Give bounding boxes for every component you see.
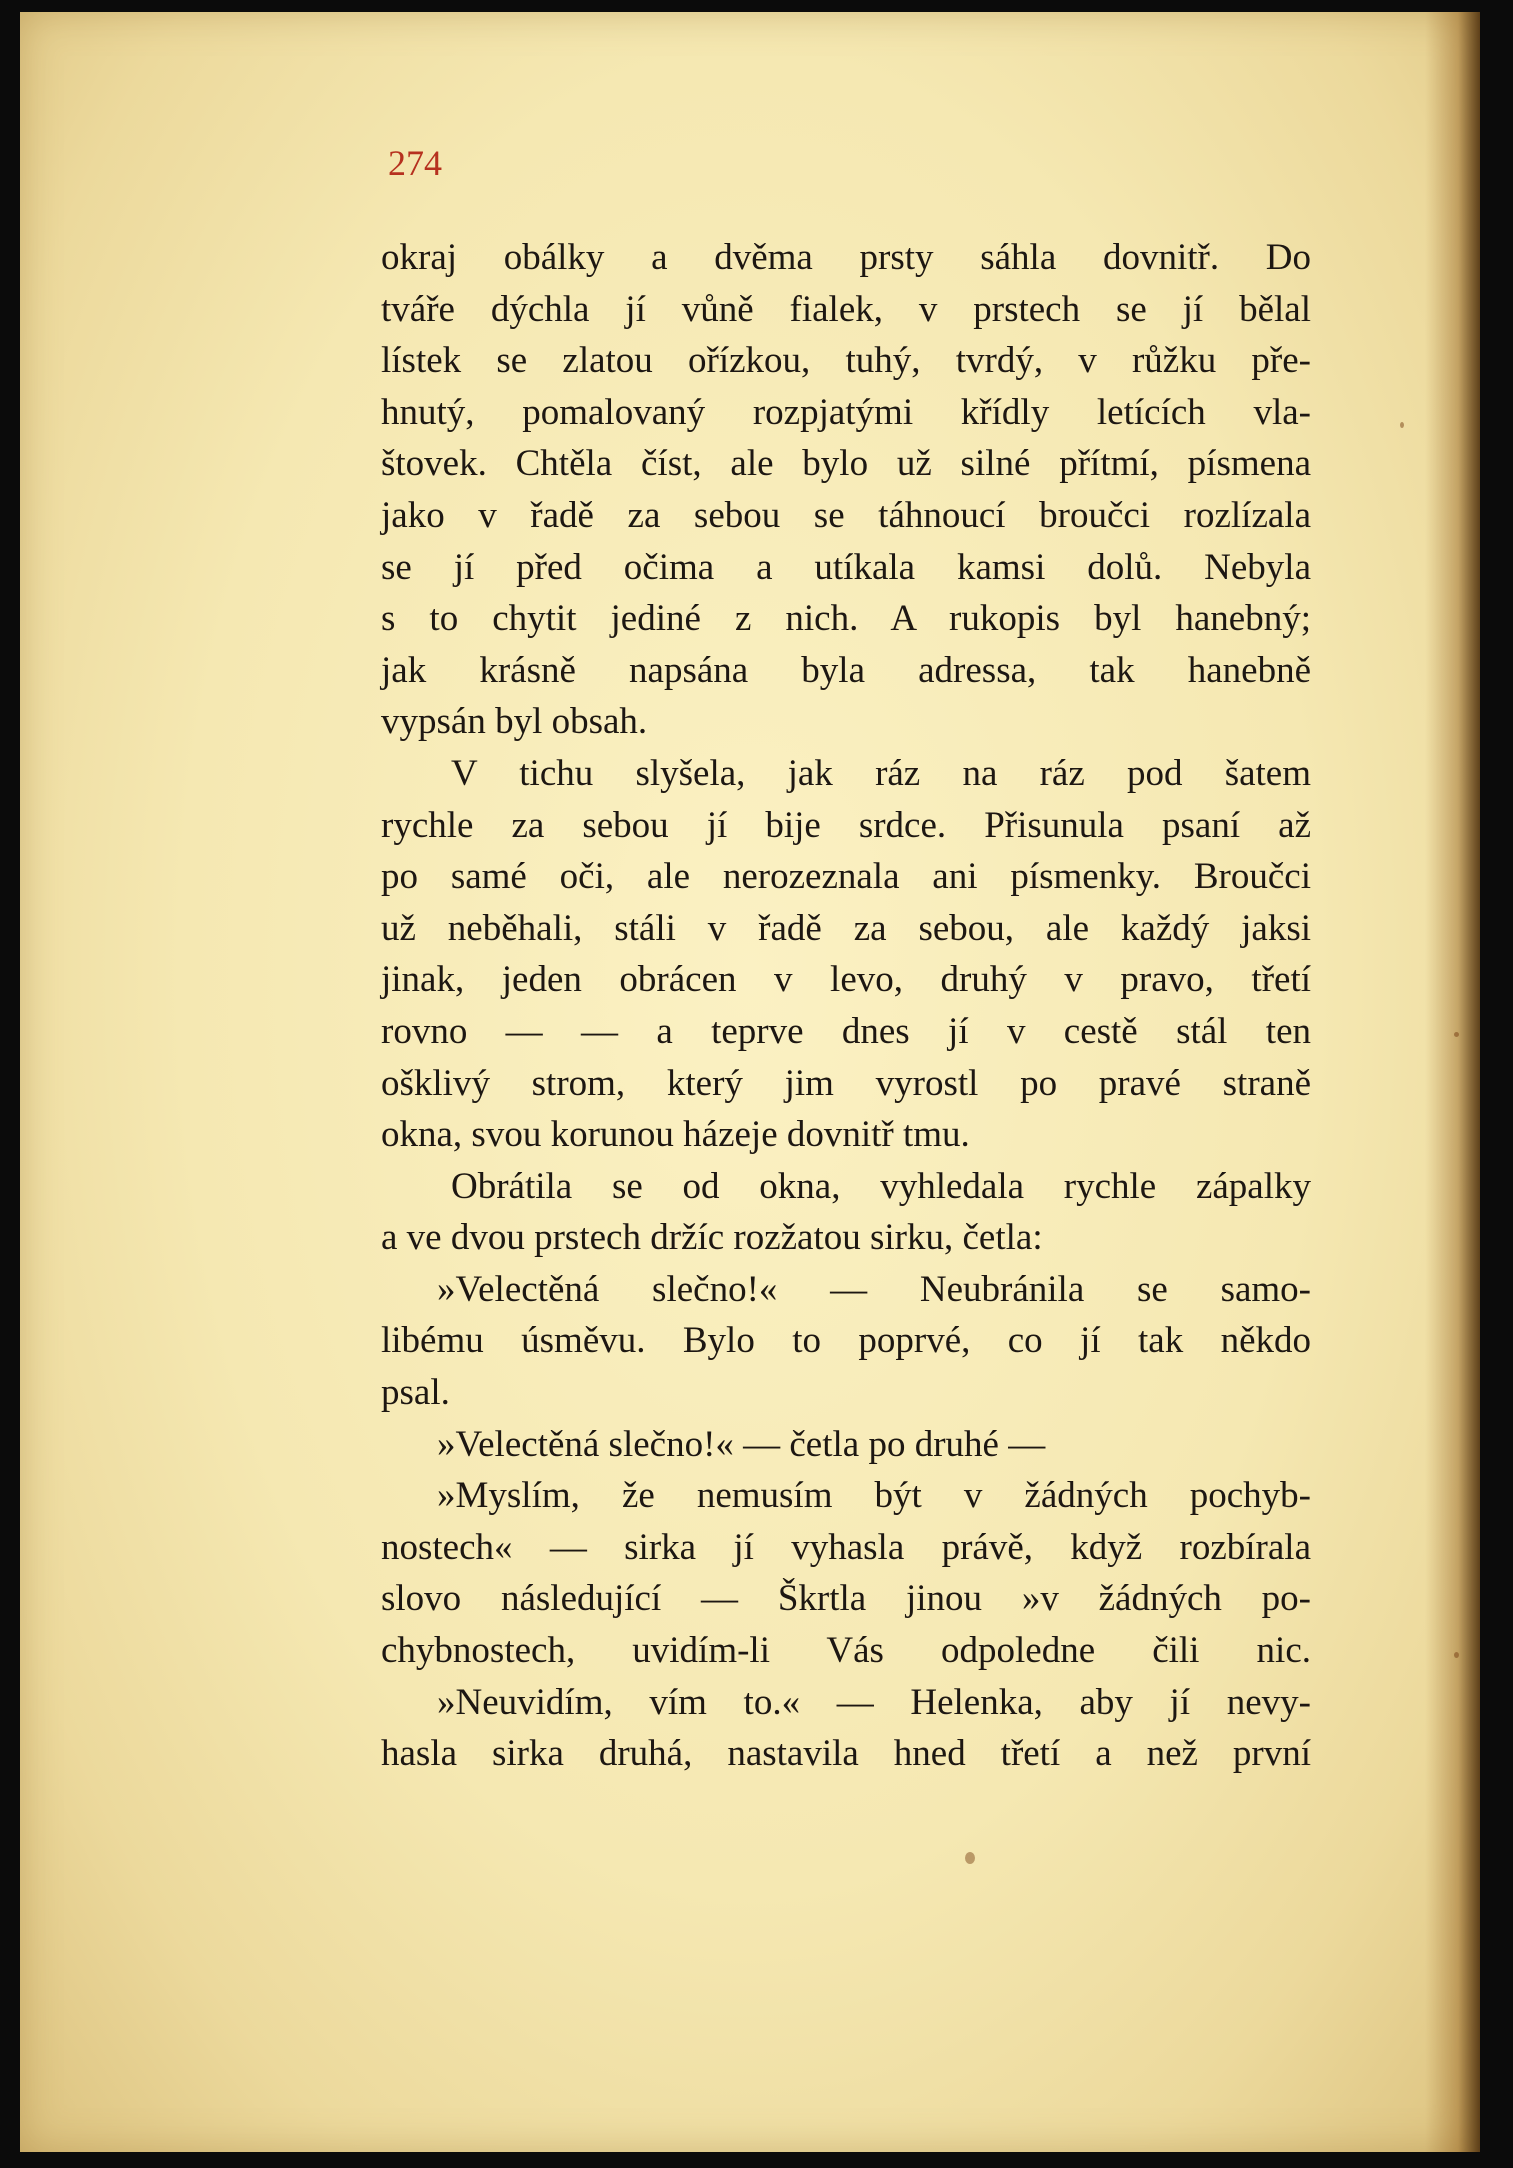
- paper-speck: [1454, 1032, 1459, 1037]
- page-number: 274: [388, 143, 442, 183]
- text-line: psal.: [381, 1372, 450, 1414]
- text-line: rovno — — a teprve dnes jí v cestě stál ten: [381, 1010, 1311, 1052]
- text-line: jako v řadě za sebou se táhnoucí broučci rozlízala: [381, 494, 1311, 536]
- book-spine-shadow: [1425, 12, 1480, 2152]
- text-line: už neběhali, stáli v řadě za sebou, ale každý jaksi: [381, 907, 1311, 949]
- text-line: po samé oči, ale nerozeznala ani písmenky. Broučci: [381, 856, 1311, 898]
- text-line: slovo následující — Škrtla jinou »v žádných po-: [381, 1578, 1311, 1620]
- text-line: »Velectěná slečno!« — Neubránila se samo-: [437, 1268, 1311, 1310]
- text-line: »Velectěná slečno!« — četla po druhé —: [437, 1423, 1046, 1465]
- paper-speck: [1454, 1652, 1459, 1658]
- text-line: tváře dýchla jí vůně fialek, v prstech se jí bělal: [381, 288, 1311, 330]
- paper-speck: [965, 1852, 975, 1864]
- text-line: »Neuvidím, vím to.« — Helenka, aby jí nevy-: [437, 1681, 1311, 1723]
- text-line: libému úsměvu. Bylo to poprvé, co jí tak někdo: [381, 1320, 1311, 1362]
- text-line: nostech« — sirka jí vyhasla právě, když rozbírala: [381, 1526, 1311, 1568]
- text-line: se jí před očima a utíkala kamsi dolů. Nebyla: [381, 546, 1311, 588]
- text-line: jak krásně napsána byla adressa, tak hanebně: [381, 649, 1311, 691]
- text-line: s to chytit jediné z nich. A rukopis byl hanebný;: [381, 598, 1311, 640]
- text-line: štovek. Chtěla číst, ale bylo už silné přítmí, písmena: [381, 443, 1311, 485]
- text-line: lístek se zlatou ořízkou, tuhý, tvrdý, v růžku pře-: [381, 340, 1311, 382]
- text-line: a ve dvou prstech držíc rozžatou sirku, četla:: [381, 1217, 1043, 1259]
- text-line: vypsán byl obsah.: [381, 701, 648, 743]
- text-line: hasla sirka druhá, nastavila hned třetí a než první: [381, 1733, 1311, 1775]
- text-line: okraj obálky a dvěma prsty sáhla dovnitř. Do: [381, 237, 1311, 278]
- text-line: rychle za sebou jí bije srdce. Přisunula psaní až: [381, 804, 1311, 846]
- text-line: okna, svou korunou házeje dovnitř tmu.: [381, 1114, 970, 1156]
- body-text: [381, 232, 1311, 1780]
- text-line: V tichu slyšela, jak ráz na ráz pod šatem: [451, 752, 1311, 794]
- text-line: jinak, jeden obrácen v levo, druhý v pravo, třetí: [381, 959, 1311, 1001]
- text-line: hnutý, pomalovaný rozpjatými křídly letících vla-: [381, 391, 1311, 433]
- text-line: ošklivý strom, který jim vyrostl po pravé straně: [381, 1062, 1311, 1104]
- text-line: »Myslím, že nemusím být v žádných pochyb-: [437, 1475, 1311, 1517]
- paper-speck: [1400, 422, 1404, 428]
- text-line: chybnostech, uvidím-li Vás odpoledne čili nic.: [381, 1630, 1311, 1672]
- text-line: Obrátila se od okna, vyhledala rychle zápalky: [451, 1165, 1311, 1207]
